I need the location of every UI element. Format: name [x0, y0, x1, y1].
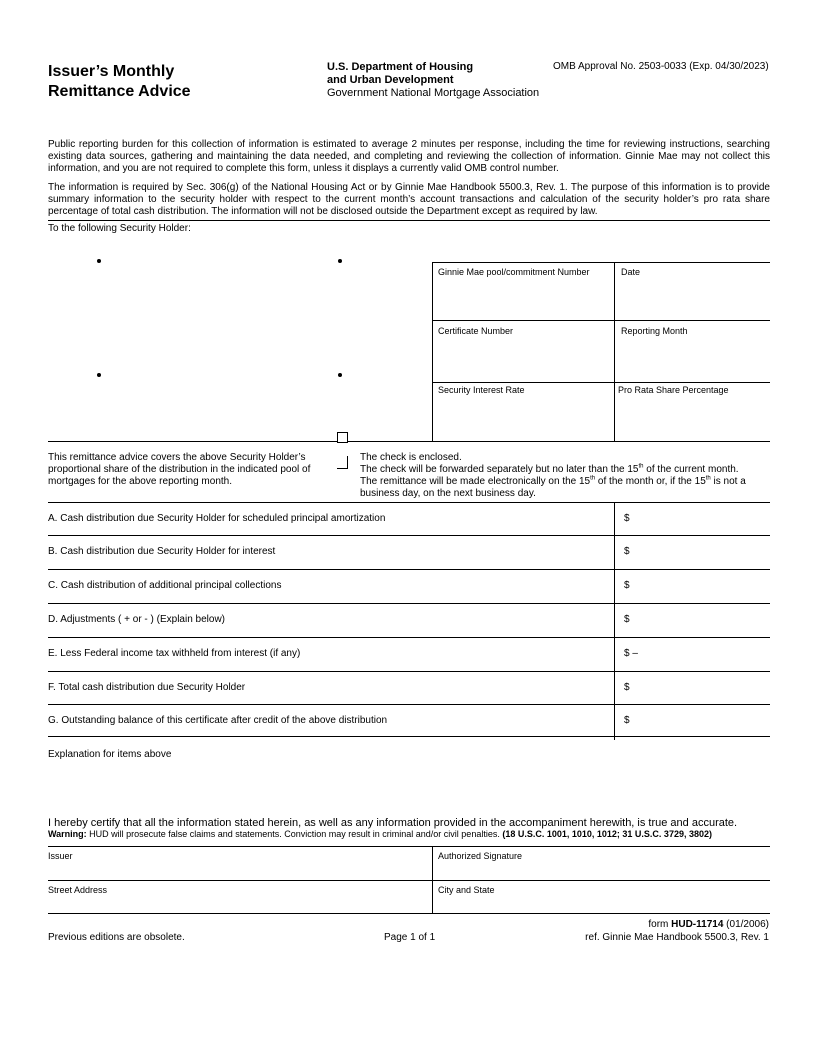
- pool-number-input[interactable]: [438, 290, 608, 310]
- authorized-signature-input[interactable]: [438, 864, 766, 878]
- row-divider: [48, 736, 770, 737]
- agency-subname: Government National Mortgage Association: [327, 87, 540, 99]
- amount-input[interactable]: [640, 714, 765, 728]
- street-address-label: Street Address: [48, 885, 108, 895]
- explanation-input[interactable]: [48, 765, 768, 810]
- amount-input[interactable]: [640, 512, 765, 526]
- city-state-label: City and State: [438, 885, 495, 895]
- page-number: Page 1 of 1: [384, 932, 436, 943]
- row-divider: [48, 535, 770, 536]
- item-label: E. Less Federal income tax withheld from interest (if any): [48, 648, 301, 659]
- amount-prefix: $: [624, 614, 630, 625]
- signature-border: [48, 880, 770, 881]
- amount-prefix: $: [624, 580, 630, 591]
- item-label: B. Cash distribution due Security Holder for interest: [48, 546, 276, 557]
- form-title-line1: Issuer’s Monthly: [48, 63, 175, 80]
- issuer-label: Issuer: [48, 851, 73, 861]
- warning-statement: Warning: HUD will prosecute false claims and statements. Conviction may result in criminal and/or civil penalties. (18 U.S.C. 1001, 1010, 1012; 31 U.S.C. 3729, 3802): [48, 829, 712, 839]
- address-corner-mark: [97, 373, 101, 377]
- agency-name-line1: U.S. Department of Housing: [327, 61, 474, 73]
- street-address-input[interactable]: [48, 897, 423, 911]
- amount-input[interactable]: [640, 613, 765, 627]
- pro-rata-label: Pro Rata Share Percentage: [618, 385, 729, 395]
- amount-input[interactable]: [640, 579, 765, 593]
- box-border: [432, 262, 433, 441]
- pro-rata-input[interactable]: [621, 410, 766, 430]
- item-label: G. Outstanding balance of this certificate after credit of the above distribution: [48, 715, 388, 726]
- certificate-number-input[interactable]: [438, 350, 608, 370]
- item-label: C. Cash distribution of additional principal collections: [48, 580, 282, 591]
- amount-input[interactable]: [640, 545, 765, 559]
- form-title: [48, 62, 191, 102]
- amount-prefix: $: [624, 681, 630, 693]
- divider: [48, 441, 770, 442]
- security-holder-address-input[interactable]: [108, 270, 333, 366]
- box-border: [614, 262, 615, 441]
- purpose-statement: The information is required by Sec. 306(g) of the National Housing Act or by Ginnie Mae Handbook 5500.3, Rev. 1. The purpose of this information is to provide summary information to the security holder with respect to the current month’s account transactions and calculation of the security holder’s pro rata share percentage of total cash distribution. The information will not be disclosed outside the Department except as required by law.: [48, 182, 770, 217]
- remittance-options: [360, 452, 770, 500]
- address-corner-mark: [97, 259, 101, 263]
- form-number: form HUD-11714 (01/2006): [648, 919, 769, 930]
- burden-statement: Public reporting burden for this collection of information is estimated to average 2 minutes per response, including the time for reviewing instructions, searching existing data sources, gathering and maintaining the data needed, and completing and reviewing the collection of information. Ginnie Mae may not collect this information, and you are not required to complete this form, unless it displays a currently valid OMB control number.: [48, 139, 770, 174]
- address-corner-mark: [338, 259, 342, 263]
- interest-rate-input[interactable]: [438, 410, 608, 430]
- box-border: [432, 320, 770, 321]
- item-label: F. Total cash distribution due Security Holder: [48, 681, 246, 693]
- remittance-description: This remittance advice covers the above Security Holder’s proportional share of the distribution in the indicated pool of mortgages for the above reporting month.: [48, 452, 311, 487]
- item-label: D. Adjustments ( + or - ) (Explain below): [48, 614, 226, 625]
- certificate-number-label: Certificate Number: [438, 326, 514, 336]
- signature-border: [432, 846, 433, 913]
- address-corner-mark: [338, 373, 342, 377]
- date-label: Date: [621, 267, 641, 277]
- interest-rate-label: Security Interest Rate: [438, 385, 525, 395]
- signature-border: [48, 846, 770, 847]
- pool-number-label: Ginnie Mae pool/commitment Number: [438, 267, 590, 277]
- amount-prefix: $: [624, 546, 630, 557]
- check-enclosed-checkbox[interactable]: [337, 432, 348, 443]
- table-border: [48, 502, 770, 503]
- obsolete-note: Previous editions are obsolete.: [48, 932, 185, 943]
- certification-statement: I hereby certify that all the information stated herein, as well as any information provided in the accompaniment herewith, is true and accurate.: [48, 817, 738, 829]
- signature-border: [48, 913, 770, 914]
- form-title-line2: Remittance Advice: [48, 83, 191, 100]
- authorized-signature-label: Authorized Signature: [438, 851, 523, 861]
- option-check-forwarded: The check will be forwarded separately but no later than the 15th of the current month.: [360, 463, 739, 475]
- to-holder-label: To the following Security Holder:: [48, 223, 191, 234]
- option-electronic-remittance: The remittance will be made electronically on the 15th of the month or, if the 15th is not a business day, on the next business day.: [360, 475, 746, 499]
- option-check-enclosed: The check is enclosed.: [360, 452, 462, 463]
- check-forwarded-checkbox[interactable]: [337, 456, 348, 469]
- reporting-month-label: Reporting Month: [621, 326, 688, 336]
- row-divider: [48, 637, 770, 638]
- amount-input[interactable]: [640, 647, 765, 661]
- box-border: [432, 262, 770, 263]
- row-divider: [48, 603, 770, 604]
- item-label: A. Cash distribution due Security Holder for scheduled principal amortization: [48, 512, 386, 524]
- divider: [48, 220, 770, 221]
- row-divider: [48, 671, 770, 672]
- amount-input[interactable]: [640, 681, 765, 695]
- omb-approval: OMB Approval No. 2503-0033 (Exp. 04/30/2023): [553, 61, 769, 72]
- issuer-input[interactable]: [48, 864, 423, 878]
- agency-block: [327, 61, 539, 100]
- city-state-input[interactable]: [438, 897, 766, 911]
- row-divider: [48, 569, 770, 570]
- explanation-label: Explanation for items above: [48, 749, 172, 760]
- row-divider: [48, 704, 770, 705]
- amount-prefix: $: [624, 512, 630, 524]
- reporting-month-input[interactable]: [621, 350, 766, 370]
- date-input[interactable]: [621, 290, 766, 310]
- amount-prefix: $ –: [624, 648, 638, 659]
- box-border: [432, 382, 770, 383]
- handbook-reference: ref. Ginnie Mae Handbook 5500.3, Rev. 1: [585, 932, 769, 943]
- amount-prefix: $: [624, 715, 630, 726]
- agency-name-line2: and Urban Development: [327, 74, 454, 86]
